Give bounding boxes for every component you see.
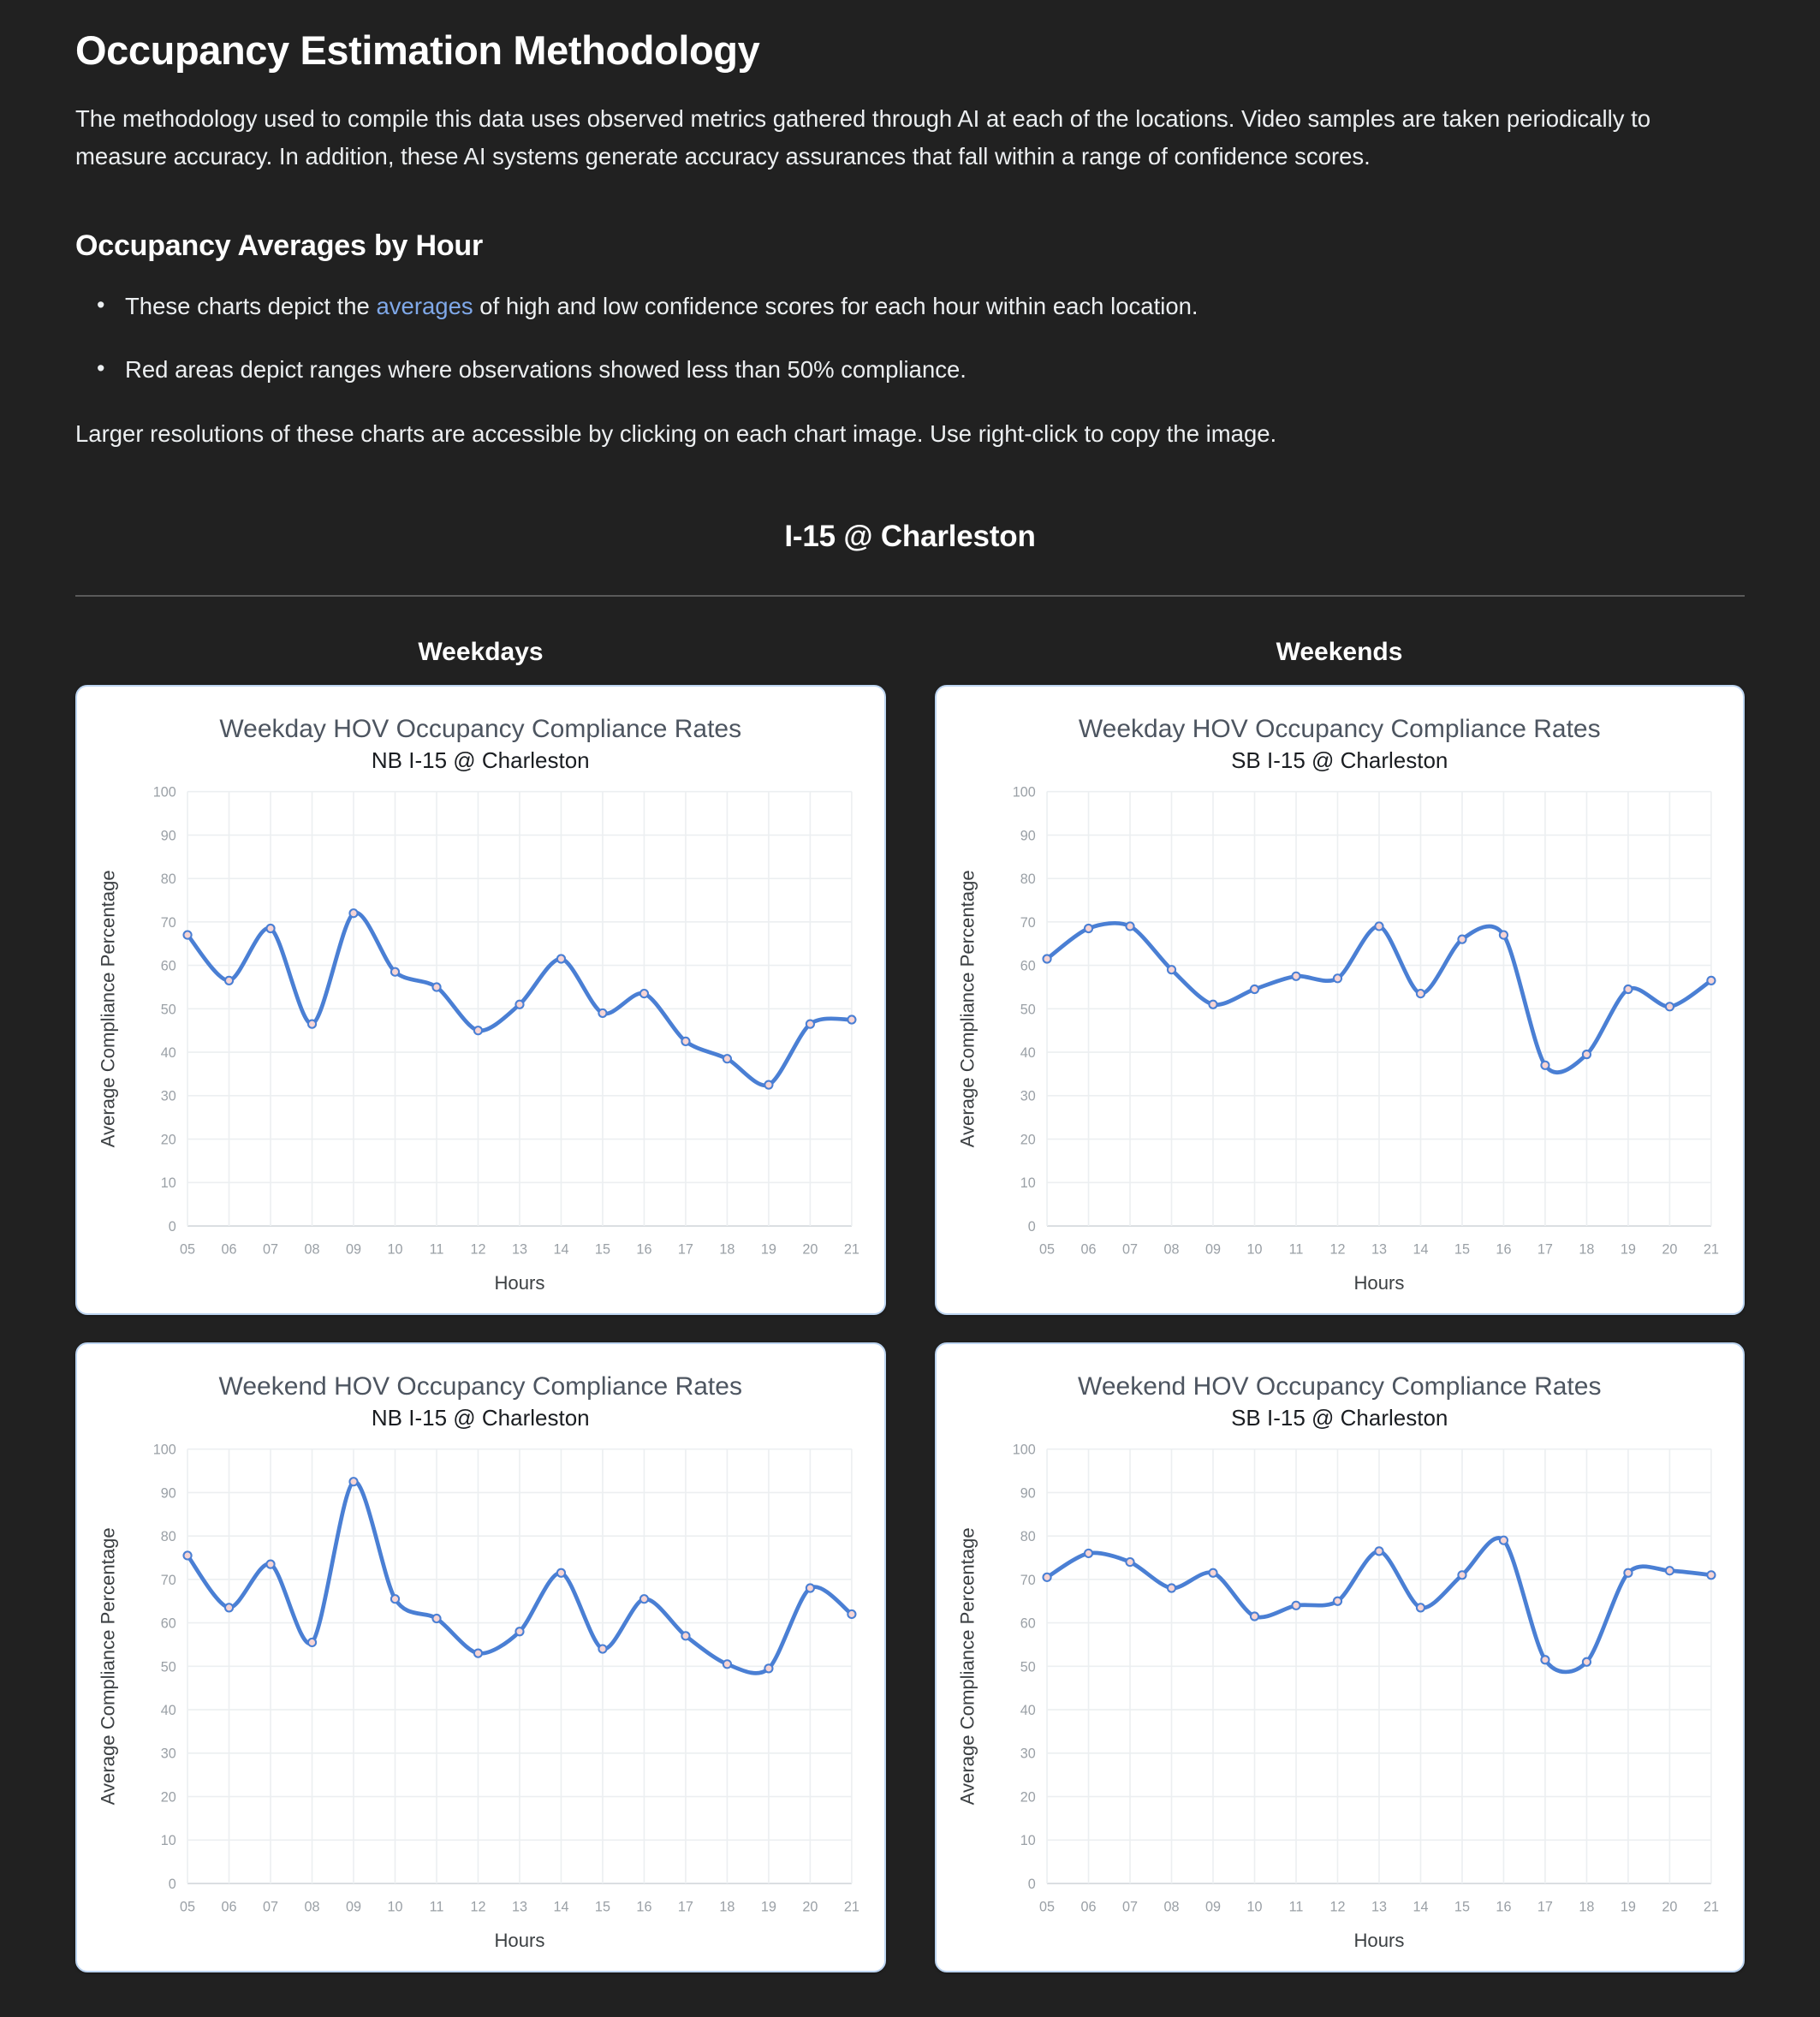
- svg-text:21: 21: [1703, 1241, 1719, 1258]
- averages-link[interactable]: averages: [376, 292, 473, 319]
- svg-text:06: 06: [221, 1899, 237, 1915]
- svg-text:70: 70: [1020, 915, 1036, 931]
- svg-text:10: 10: [387, 1899, 403, 1915]
- svg-text:80: 80: [1020, 872, 1036, 888]
- svg-text:06: 06: [1080, 1899, 1097, 1915]
- svg-text:Average Compliance Percentage: Average Compliance Percentage: [956, 1527, 978, 1806]
- svg-text:30: 30: [160, 1089, 176, 1105]
- svg-text:07: 07: [1121, 1899, 1138, 1915]
- svg-text:13: 13: [511, 1899, 527, 1915]
- svg-text:20: 20: [802, 1241, 818, 1258]
- svg-text:09: 09: [1204, 1241, 1221, 1258]
- svg-text:15: 15: [1454, 1899, 1470, 1915]
- svg-text:12: 12: [470, 1241, 486, 1258]
- line-chart-svg: [89, 774, 872, 1305]
- svg-text:20: 20: [160, 1789, 176, 1806]
- svg-text:Average Compliance Percentage: Average Compliance Percentage: [97, 870, 119, 1148]
- svg-text:12: 12: [1329, 1241, 1346, 1258]
- svg-text:50: 50: [160, 1659, 176, 1675]
- svg-text:05: 05: [1038, 1241, 1055, 1258]
- svg-text:15: 15: [1454, 1241, 1470, 1258]
- svg-text:08: 08: [304, 1241, 320, 1258]
- chart-subtitle: SB I-15 @ Charleston: [1231, 747, 1448, 774]
- svg-text:11: 11: [1288, 1899, 1303, 1915]
- svg-text:17: 17: [1537, 1241, 1553, 1258]
- svg-text:Average Compliance Percentage: Average Compliance Percentage: [956, 870, 978, 1148]
- section-heading: Occupancy Averages by Hour: [75, 229, 484, 262]
- svg-text:30: 30: [160, 1746, 176, 1763]
- svg-text:17: 17: [677, 1241, 693, 1258]
- chart-title: Weekday HOV Occupancy Compliance Rates: [219, 714, 742, 743]
- chart-plot-weekday-nb: [89, 774, 872, 1305]
- svg-text:90: 90: [1020, 828, 1036, 844]
- svg-text:10: 10: [1020, 1175, 1036, 1192]
- svg-text:20: 20: [1661, 1241, 1677, 1258]
- svg-text:19: 19: [1620, 1899, 1636, 1915]
- list-item: [125, 289, 1745, 325]
- svg-text:40: 40: [1020, 1045, 1036, 1062]
- svg-text:12: 12: [1329, 1899, 1346, 1915]
- page-root: [0, 26, 1820, 2017]
- svg-text:Hours: Hours: [494, 1272, 545, 1294]
- svg-text:20: 20: [1020, 1789, 1036, 1806]
- svg-text:12: 12: [470, 1899, 486, 1915]
- svg-text:11: 11: [429, 1241, 444, 1258]
- svg-text:09: 09: [345, 1241, 362, 1258]
- chart-title: Weekend HOV Occupancy Compliance Rates: [1078, 1371, 1602, 1401]
- svg-text:18: 18: [1578, 1241, 1594, 1258]
- svg-text:100: 100: [1012, 784, 1036, 800]
- page-title: Occupancy Estimation Methodology: [75, 27, 760, 73]
- chart-plot-weekday-sb: [949, 774, 1732, 1305]
- chart-subtitle: NB I-15 @ Charleston: [371, 1405, 590, 1431]
- column-headers: [75, 638, 1745, 667]
- svg-text:05: 05: [180, 1899, 196, 1915]
- chart-grid: [75, 685, 1745, 1972]
- svg-text:16: 16: [1495, 1899, 1511, 1915]
- svg-text:15: 15: [594, 1899, 610, 1915]
- svg-text:20: 20: [160, 1132, 176, 1148]
- svg-text:80: 80: [160, 1529, 176, 1545]
- svg-text:10: 10: [160, 1175, 176, 1192]
- svg-text:10: 10: [1246, 1241, 1263, 1258]
- svg-text:0: 0: [168, 1219, 176, 1235]
- svg-text:50: 50: [1020, 1002, 1036, 1018]
- svg-text:21: 21: [1703, 1899, 1719, 1915]
- svg-text:13: 13: [511, 1241, 527, 1258]
- svg-text:100: 100: [152, 784, 176, 800]
- svg-text:70: 70: [160, 1573, 176, 1589]
- chart-title: Weekday HOV Occupancy Compliance Rates: [1078, 714, 1601, 743]
- svg-text:06: 06: [221, 1241, 237, 1258]
- svg-text:14: 14: [1412, 1241, 1428, 1258]
- chart-subtitle: NB I-15 @ Charleston: [371, 747, 590, 774]
- svg-text:60: 60: [1020, 958, 1036, 974]
- svg-text:100: 100: [1012, 1442, 1036, 1458]
- svg-text:18: 18: [719, 1899, 735, 1915]
- svg-text:60: 60: [1020, 1615, 1036, 1632]
- chart-title: Weekend HOV Occupancy Compliance Rates: [218, 1371, 742, 1401]
- svg-text:09: 09: [1204, 1899, 1221, 1915]
- chart-plot-weekend-nb: [89, 1431, 872, 1962]
- svg-text:07: 07: [1121, 1241, 1138, 1258]
- bullet-1-text-pre: These charts depict the: [125, 292, 377, 319]
- svg-text:20: 20: [802, 1899, 818, 1915]
- line-chart-svg: [949, 774, 1732, 1305]
- bullet-1-text-post: of high and low confidence scores for each hour within each location.: [473, 292, 1198, 319]
- column-header-weekdays: Weekdays: [418, 637, 544, 666]
- svg-text:17: 17: [677, 1899, 693, 1915]
- line-chart-svg: [89, 1431, 872, 1962]
- svg-text:14: 14: [1412, 1899, 1428, 1915]
- chart-card-weekend-nb[interactable]: [75, 1342, 886, 1972]
- svg-text:15: 15: [594, 1241, 610, 1258]
- intro-paragraph: The methodology used to compile this data uses observed metrics gathered through AI at each of the locations. Video samples are taken periodically to measure accuracy. In addition, these AI systems generate accuracy assurances that fall within a range of confidence scores.: [75, 104, 1651, 170]
- svg-text:14: 14: [553, 1899, 569, 1915]
- svg-text:21: 21: [843, 1899, 859, 1915]
- svg-text:13: 13: [1371, 1899, 1387, 1915]
- svg-text:19: 19: [1620, 1241, 1636, 1258]
- svg-text:07: 07: [263, 1899, 279, 1915]
- resolution-note: Larger resolutions of these charts are accessible by clicking on each chart image. Use right-click to copy the image.: [75, 420, 1277, 448]
- svg-text:70: 70: [1020, 1573, 1036, 1589]
- svg-text:08: 08: [304, 1899, 320, 1915]
- svg-text:08: 08: [1163, 1241, 1180, 1258]
- svg-text:40: 40: [160, 1703, 176, 1719]
- svg-text:Hours: Hours: [1353, 1272, 1404, 1294]
- bullet-list: [75, 289, 1745, 389]
- svg-text:20: 20: [1020, 1132, 1036, 1148]
- section-divider: [75, 595, 1745, 597]
- svg-text:19: 19: [760, 1899, 776, 1915]
- svg-text:18: 18: [1578, 1899, 1594, 1915]
- svg-text:60: 60: [160, 1615, 176, 1632]
- svg-text:16: 16: [1495, 1241, 1511, 1258]
- svg-text:30: 30: [1020, 1746, 1036, 1763]
- svg-text:60: 60: [160, 958, 176, 974]
- svg-text:19: 19: [760, 1241, 776, 1258]
- svg-text:10: 10: [1246, 1899, 1263, 1915]
- svg-text:Hours: Hours: [1353, 1930, 1404, 1952]
- svg-text:05: 05: [1038, 1899, 1055, 1915]
- svg-text:Average Compliance Percentage: Average Compliance Percentage: [97, 1527, 119, 1806]
- chart-card-weekday-sb[interactable]: [935, 685, 1746, 1315]
- svg-text:16: 16: [636, 1899, 652, 1915]
- svg-text:13: 13: [1371, 1241, 1387, 1258]
- svg-text:100: 100: [152, 1442, 176, 1458]
- svg-text:10: 10: [160, 1833, 176, 1849]
- svg-text:70: 70: [160, 915, 176, 931]
- svg-text:Hours: Hours: [494, 1930, 545, 1952]
- svg-text:80: 80: [160, 872, 176, 888]
- svg-text:40: 40: [160, 1045, 176, 1062]
- svg-text:10: 10: [387, 1241, 403, 1258]
- svg-text:20: 20: [1661, 1899, 1677, 1915]
- svg-text:0: 0: [168, 1877, 176, 1893]
- location-title: I-15 @ Charleston: [784, 519, 1036, 553]
- svg-text:17: 17: [1537, 1899, 1553, 1915]
- svg-text:90: 90: [1020, 1485, 1036, 1502]
- svg-text:18: 18: [719, 1241, 735, 1258]
- svg-text:0: 0: [1027, 1877, 1036, 1893]
- list-item: [125, 352, 1745, 389]
- svg-text:11: 11: [1288, 1241, 1303, 1258]
- svg-text:21: 21: [843, 1241, 859, 1258]
- chart-plot-weekend-sb: [949, 1431, 1732, 1962]
- svg-text:90: 90: [160, 1485, 176, 1502]
- column-header-weekends: Weekends: [1276, 637, 1403, 666]
- svg-text:10: 10: [1020, 1833, 1036, 1849]
- svg-text:50: 50: [160, 1002, 176, 1018]
- bullet-2-text: Red areas depict ranges where observations showed less than 50% compliance.: [125, 356, 967, 384]
- svg-text:08: 08: [1163, 1899, 1180, 1915]
- svg-text:16: 16: [636, 1241, 652, 1258]
- svg-text:14: 14: [553, 1241, 569, 1258]
- svg-text:0: 0: [1027, 1219, 1036, 1235]
- svg-text:40: 40: [1020, 1703, 1036, 1719]
- svg-text:11: 11: [429, 1899, 444, 1915]
- svg-text:06: 06: [1080, 1241, 1097, 1258]
- chart-subtitle: SB I-15 @ Charleston: [1231, 1405, 1448, 1431]
- chart-card-weekend-sb[interactable]: [935, 1342, 1746, 1972]
- svg-text:05: 05: [180, 1241, 196, 1258]
- svg-text:90: 90: [160, 828, 176, 844]
- svg-text:80: 80: [1020, 1529, 1036, 1545]
- line-chart-svg: [949, 1431, 1732, 1962]
- svg-text:07: 07: [263, 1241, 279, 1258]
- svg-text:50: 50: [1020, 1659, 1036, 1675]
- chart-card-weekday-nb[interactable]: [75, 685, 886, 1315]
- svg-text:09: 09: [345, 1899, 362, 1915]
- svg-text:30: 30: [1020, 1089, 1036, 1105]
